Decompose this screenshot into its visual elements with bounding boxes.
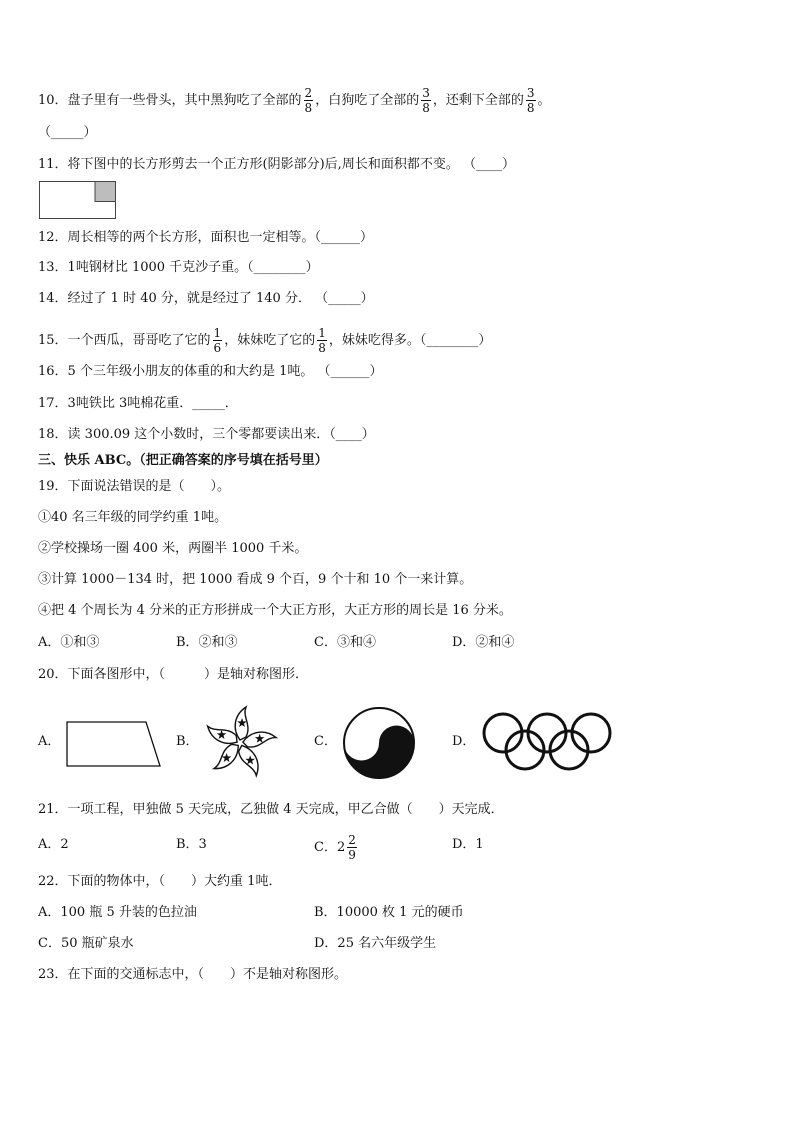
question-15 [38, 326, 491, 355]
section-3-heading: 三、快乐 ABC。（把正确答案的序号填在括号里） [38, 453, 328, 468]
question-23: 23．在下面的交通标志中，（ ）不是轴对称图形。 [38, 967, 348, 982]
question-18: 18．读 300.09 这个小数时，三个零都要读出来．（____） [38, 427, 375, 442]
q19-statement-3: ③计算 1000－134 时，把 1000 看成 9 个百，9 个十和 10 个一来计算。 [38, 572, 473, 587]
question-14: 14．经过了 1 时 40 分，就是经过了 140 分． （_____） [38, 291, 374, 306]
q10-text-mid2: ，还剩下全部的 [432, 93, 524, 108]
bauhinia-flower-icon [201, 704, 279, 782]
fraction-3-8-a: $\frac{3}{8}$ [422, 86, 430, 115]
question-10 [38, 86, 551, 115]
q19-statement-4: ④把 4 个周长为 4 分米的正方形拼成一个大正方形，大正方形的周长是 16 分米。 [38, 603, 512, 618]
question-21: 21．一项工程，甲独做 5 天完成，乙独做 4 天完成，甲乙合做（ ）天完成． [38, 802, 504, 817]
question-16: 16．5 个三年级小朋友的体重的和大约是 1吨。 （______） [38, 364, 383, 379]
q10-text-mid1: ，白狗吃了全部的 [315, 93, 420, 108]
trapezoid-figure [66, 720, 162, 768]
q21-option-c[interactable]: C．2 $\frac{2}{9}$ [314, 833, 356, 862]
olympic-rings-icon [482, 712, 614, 772]
q15-text-pre: 15．一个西瓜，哥哥吃了它的 [38, 333, 211, 348]
q19-option-a[interactable]: A．①和③ [38, 635, 100, 650]
question-11: 11．将下图中的长方形剪去一个正方形(阴影部分)后,周长和面积都不变。 （____） [38, 157, 515, 172]
fraction-3-8-b: $\frac{3}{8}$ [526, 86, 535, 115]
q21-option-d[interactable]: D．1 [452, 837, 484, 852]
q20-label-a[interactable]: A． [38, 734, 61, 749]
question-12: 12．周长相等的两个长方形，面积也一定相等。（______） [38, 230, 374, 245]
q15-text-mid: ，妹妹吃了它的 [224, 333, 316, 348]
question-22: 22．下面的物体中，（ ）大约重 1吨． [38, 874, 282, 889]
q22-option-b[interactable]: B．10000 枚 1 元的硬币 [314, 905, 464, 920]
q20-label-d[interactable]: D． [452, 734, 476, 749]
rectangle-figure [39, 181, 117, 221]
q19-option-d[interactable]: D．②和④ [452, 635, 515, 650]
q10-answer-blank[interactable]: （_____） [38, 125, 97, 140]
q21-option-a[interactable]: A．2 [38, 837, 69, 852]
q19-option-c[interactable]: C．③和④ [314, 635, 376, 650]
q10-text-end: 。 [537, 93, 551, 108]
fraction-2-8: $\frac{2}{8}$ [304, 86, 313, 115]
q22-option-d[interactable]: D．25 名六年级学生 [314, 936, 437, 951]
question-19: 19．下面说法错误的是（ ）。 [38, 479, 231, 494]
q19-statement-1: ①40 名三年级的同学约重 1吨。 [38, 510, 228, 525]
question-13: 13．1吨钢材比 1000 千克沙子重。（________） [38, 260, 319, 275]
fraction-1-6: $\frac{1}{6}$ [213, 326, 222, 355]
q15-text-end: ，妹妹吃得多。（________） [328, 333, 492, 348]
q19-statement-2: ②学校操场一圈 400 米，两圈半 1000 千米。 [38, 541, 308, 556]
fraction-1-8: $\frac{1}{8}$ [318, 326, 326, 355]
q21-option-b[interactable]: B．3 [176, 837, 207, 852]
fraction-2-9: $\frac{2}{9}$ [348, 833, 356, 862]
q22-option-c[interactable]: C．50 瓶矿泉水 [38, 936, 134, 951]
q22-option-a[interactable]: A．100 瓶 5 升装的色拉油 [38, 905, 197, 920]
question-17: 17．3吨铁比 3吨棉花重．_____． [38, 396, 238, 411]
q20-label-b[interactable]: B． [176, 734, 199, 749]
q20-label-c[interactable]: C． [314, 734, 337, 749]
q19-option-b[interactable]: B．②和③ [176, 635, 238, 650]
yin-yang-icon [342, 706, 416, 780]
q10-text-pre: 10．盘子里有一些骨头，其中黑狗吃了全部的 [38, 93, 302, 108]
question-20: 20．下面各图形中，（ ）是轴对称图形． [38, 667, 309, 682]
shaded-square [95, 182, 116, 202]
